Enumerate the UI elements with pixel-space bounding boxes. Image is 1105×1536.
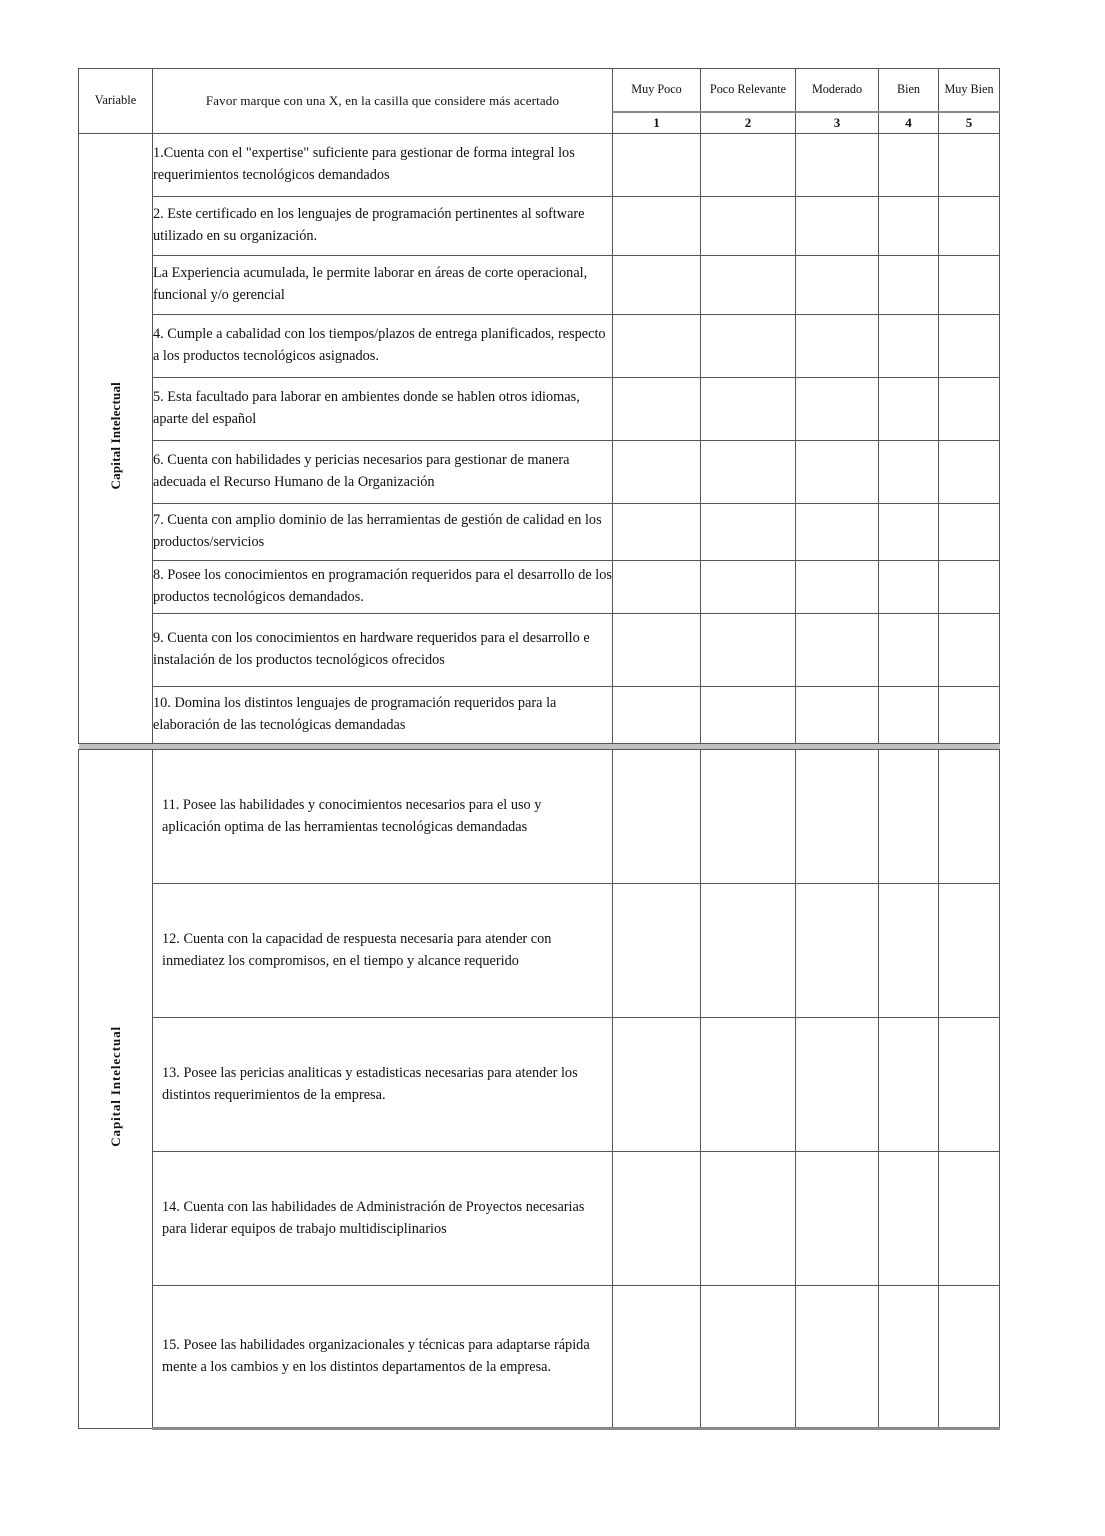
table-row	[79, 614, 1000, 687]
rating-cell-5[interactable]	[939, 614, 1000, 687]
rating-cell-3[interactable]	[796, 884, 879, 1018]
rating-cell-1[interactable]	[613, 315, 701, 378]
header-scale-number-2: 2	[701, 112, 796, 134]
table-row	[79, 315, 1000, 378]
rating-cell-5[interactable]	[939, 1286, 1000, 1429]
rating-cell-2[interactable]	[701, 750, 796, 884]
rating-cell-5[interactable]	[939, 504, 1000, 561]
rating-cell-2[interactable]	[701, 378, 796, 441]
rating-cell-2[interactable]	[701, 256, 796, 315]
table-row	[79, 378, 1000, 441]
table-row	[79, 1018, 1000, 1152]
rating-cell-5[interactable]	[939, 197, 1000, 256]
item-text: 2. Este certificado en los lenguajes de programación pertinentes al software utilizado en su organización.	[153, 197, 613, 256]
rating-cell-3[interactable]	[796, 134, 879, 197]
rating-cell-4[interactable]	[879, 134, 939, 197]
rating-cell-2[interactable]	[701, 441, 796, 504]
table-row	[79, 256, 1000, 315]
rating-cell-5[interactable]	[939, 256, 1000, 315]
rating-cell-4[interactable]	[879, 315, 939, 378]
rating-cell-5[interactable]	[939, 134, 1000, 197]
rating-cell-4[interactable]	[879, 441, 939, 504]
rating-cell-5[interactable]	[939, 884, 1000, 1018]
rating-cell-5[interactable]	[939, 750, 1000, 884]
rating-cell-2[interactable]	[701, 315, 796, 378]
header-scale-number-3: 3	[796, 112, 879, 134]
rating-cell-5[interactable]	[939, 441, 1000, 504]
rating-cell-1[interactable]	[613, 134, 701, 197]
rating-cell-4[interactable]	[879, 614, 939, 687]
table-row	[79, 441, 1000, 504]
rating-cell-1[interactable]	[613, 504, 701, 561]
header-instruction: Favor marque con una X, en la casilla que considere más acertado	[153, 69, 613, 134]
variable-label-block-1	[79, 134, 153, 744]
rating-cell-4[interactable]	[879, 378, 939, 441]
header-scale-label-4: Bien	[879, 69, 939, 113]
rating-cell-2[interactable]	[701, 1286, 796, 1429]
rating-cell-3[interactable]	[796, 1152, 879, 1286]
item-text: 4. Cumple a cabalidad con los tiempos/plazos de entrega planificados, respecto a los productos tecnológicos asignados.	[153, 315, 613, 378]
rating-cell-4[interactable]	[879, 687, 939, 744]
rating-cell-3[interactable]	[796, 1286, 879, 1429]
table-row	[79, 197, 1000, 256]
item-text: 7. Cuenta con amplio dominio de las herramientas de gestión de calidad en los productos/servicios	[153, 504, 613, 561]
rating-cell-4[interactable]	[879, 884, 939, 1018]
rating-cell-3[interactable]	[796, 687, 879, 744]
header-scale-label-5: Muy Bien	[939, 69, 1000, 113]
rating-cell-2[interactable]	[701, 134, 796, 197]
rating-cell-1[interactable]	[613, 750, 701, 884]
rating-cell-4[interactable]	[879, 1018, 939, 1152]
rating-cell-3[interactable]	[796, 315, 879, 378]
table-row	[79, 1286, 1000, 1429]
header-scale-label-3: Moderado	[796, 69, 879, 113]
item-text: 10. Domina los distintos lenguajes de programación requeridos para la elaboración de las tecnológicas demandadas	[153, 687, 613, 744]
rating-cell-1[interactable]	[613, 687, 701, 744]
item-text: 5. Esta facultado para laborar en ambientes donde se hablen otros idiomas, aparte del español	[153, 378, 613, 441]
survey-table	[78, 68, 1000, 1430]
rating-cell-2[interactable]	[701, 561, 796, 614]
rating-cell-5[interactable]	[939, 561, 1000, 614]
item-text: 11. Posee las habilidades y conocimientos necesarios para el uso y aplicación optima de las herramientas tecnológicas demandadas	[153, 750, 613, 884]
table-row	[79, 884, 1000, 1018]
rating-cell-1[interactable]	[613, 884, 701, 1018]
item-text: 1.Cuenta con el "expertise" suficiente para gestionar de forma integral los requerimientos tecnológicos demandados	[153, 134, 613, 197]
rating-cell-4[interactable]	[879, 750, 939, 884]
rating-cell-1[interactable]	[613, 1152, 701, 1286]
header-variable: Variable	[79, 69, 153, 134]
rating-cell-1[interactable]	[613, 441, 701, 504]
rating-cell-5[interactable]	[939, 1152, 1000, 1286]
header-scale-number-4: 4	[879, 112, 939, 134]
rating-cell-2[interactable]	[701, 687, 796, 744]
table-row	[79, 504, 1000, 561]
table-row	[79, 1152, 1000, 1286]
rating-cell-3[interactable]	[796, 561, 879, 614]
rating-cell-3[interactable]	[796, 1018, 879, 1152]
rating-cell-2[interactable]	[701, 1018, 796, 1152]
table-header	[79, 69, 1000, 134]
rating-cell-3[interactable]	[796, 197, 879, 256]
rating-cell-1[interactable]	[613, 561, 701, 614]
header-labels-row	[79, 69, 1000, 113]
rating-cell-4[interactable]	[879, 256, 939, 315]
rating-cell-4[interactable]	[879, 1152, 939, 1286]
rating-cell-2[interactable]	[701, 1152, 796, 1286]
rating-cell-1[interactable]	[613, 614, 701, 687]
item-text: 14. Cuenta con las habilidades de Administración de Proyectos necesarias para liderar equipos de trabajo multidisciplinarios	[153, 1152, 613, 1286]
rating-cell-3[interactable]	[796, 441, 879, 504]
rating-cell-2[interactable]	[701, 197, 796, 256]
rating-cell-2[interactable]	[701, 504, 796, 561]
questionnaire-page	[78, 68, 999, 1430]
table-row	[79, 687, 1000, 744]
header-scale-label-2: Poco Relevante	[701, 69, 796, 113]
item-text: 6. Cuenta con habilidades y pericias necesarios para gestionar de manera adecuada el Recurso Humano de la Organización	[153, 441, 613, 504]
rating-cell-5[interactable]	[939, 378, 1000, 441]
table-row	[79, 134, 1000, 197]
item-text: La Experiencia acumulada, le permite laborar en áreas de corte operacional, funcional y/o gerencial	[153, 256, 613, 315]
rating-cell-5[interactable]	[939, 1018, 1000, 1152]
item-text: 15. Posee las habilidades organizacionales y técnicas para adaptarse rápida mente a los cambios y en los distintos departamentos de la empresa.	[153, 1286, 613, 1429]
rating-cell-1[interactable]	[613, 197, 701, 256]
rating-cell-4[interactable]	[879, 197, 939, 256]
item-text: 12. Cuenta con la capacidad de respuesta necesaria para atender con inmediatez los compromisos, en el tiempo y alcance requerido	[153, 884, 613, 1018]
rating-cell-3[interactable]	[796, 378, 879, 441]
block-capital-intelectual-1	[79, 134, 1000, 744]
rating-cell-3[interactable]	[796, 614, 879, 687]
block-capital-intelectual-2	[79, 750, 1000, 1429]
rating-cell-4[interactable]	[879, 504, 939, 561]
header-scale-number-5: 5	[939, 112, 1000, 134]
header-scale-number-1: 1	[613, 112, 701, 134]
rating-cell-2[interactable]	[701, 884, 796, 1018]
table-row	[79, 561, 1000, 614]
item-text: 13. Posee las pericias analiticas y estadisticas necesarias para atender los distintos requerimientos de la empresa.	[153, 1018, 613, 1152]
rating-cell-4[interactable]	[879, 561, 939, 614]
table-row	[79, 750, 1000, 884]
rating-cell-3[interactable]	[796, 256, 879, 315]
item-text: 9. Cuenta con los conocimientos en hardware requeridos para el desarrollo e instalación de los productos tecnológicos ofrecidos	[153, 614, 613, 687]
rating-cell-1[interactable]	[613, 378, 701, 441]
rating-cell-4[interactable]	[879, 1286, 939, 1429]
rating-cell-1[interactable]	[613, 1018, 701, 1152]
rating-cell-1[interactable]	[613, 1286, 701, 1429]
variable-label-text: Capital Intelectual	[107, 1026, 123, 1147]
rating-cell-5[interactable]	[939, 687, 1000, 744]
rating-cell-5[interactable]	[939, 315, 1000, 378]
variable-label-text: Capital Intelectual	[107, 382, 123, 490]
rating-cell-2[interactable]	[701, 614, 796, 687]
variable-label-block-2	[79, 750, 153, 1429]
rating-cell-3[interactable]	[796, 750, 879, 884]
header-scale-label-1: Muy Poco	[613, 69, 701, 113]
rating-cell-1[interactable]	[613, 256, 701, 315]
rating-cell-3[interactable]	[796, 504, 879, 561]
item-text: 8. Posee los conocimientos en programación requeridos para el desarrollo de los productos tecnológicos demandados.	[153, 561, 613, 614]
